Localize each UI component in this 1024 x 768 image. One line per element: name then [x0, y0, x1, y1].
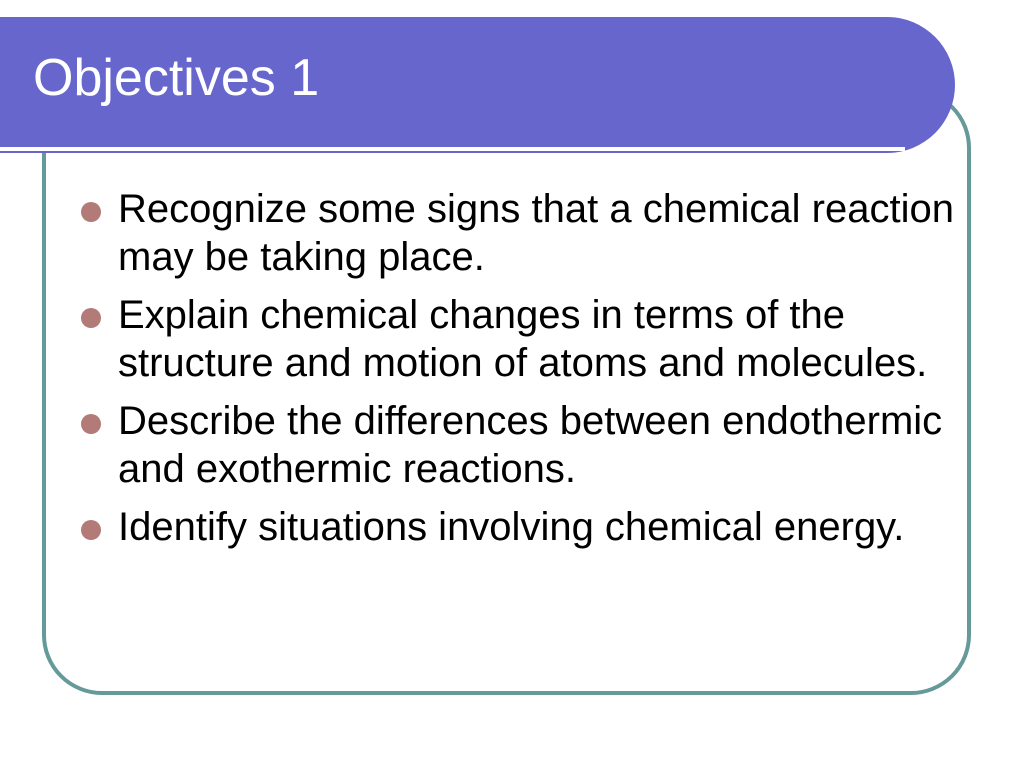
bullet-icon [81, 308, 101, 328]
bullet-icon [81, 414, 101, 434]
list-item [78, 503, 958, 551]
bullet-icon [81, 202, 101, 222]
list-item [78, 185, 958, 281]
bullet-list [78, 185, 958, 561]
bullet-text: Explain chemical changes in terms of the structure and motion of atoms and molecules. [118, 293, 928, 385]
title-divider [0, 147, 905, 151]
list-item [78, 397, 958, 493]
bullet-text: Identify situations involving chemical energy. [118, 505, 905, 549]
bullet-icon [81, 520, 101, 540]
slide-title: Objectives 1 [33, 49, 320, 107]
list-item [78, 291, 958, 387]
bullet-text: Describe the differences between endothermic and exothermic reactions. [118, 399, 943, 491]
bullet-text: Recognize some signs that a chemical reaction may be taking place. [118, 187, 954, 279]
